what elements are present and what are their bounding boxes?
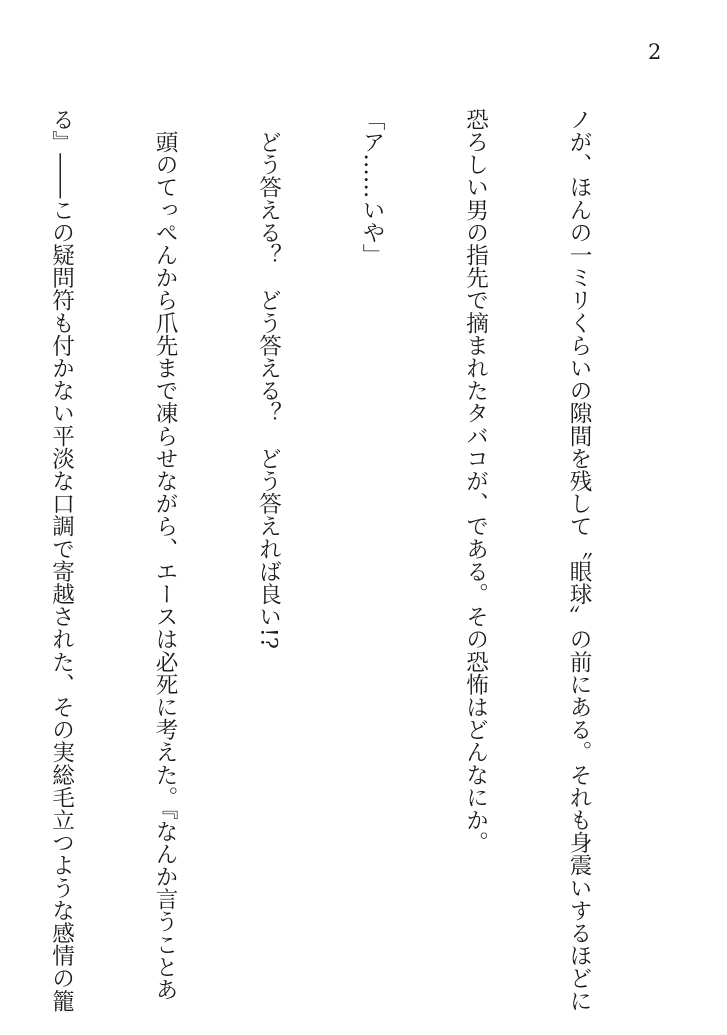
text-line: ノが、ほんの一ミリくらいの隙間を残して〝眼球〟の前にある。それも身震いするほどに — [566, 108, 592, 1012]
text-line: 「ア……いや」 — [359, 108, 385, 267]
text-line: どう答える？ どう答える？ どう答えれば良い!? — [255, 108, 282, 649]
novel-text-body — [0, 108, 665, 1012]
page-number: 2 — [648, 40, 662, 64]
text-line: 頭のてっぺんから爪先まで凍らせながら、エースは必死に考えた。『なんか言うことあ — [152, 108, 178, 1001]
text-line: る』――この疑問符も付かない平淡な口調で寄越された、その実総毛立つような感情の籠 — [48, 108, 75, 1012]
text-line: 恐ろしい男の指先で摘まれたタバコが、である。その恐怖はどんなにか。 — [462, 108, 489, 854]
